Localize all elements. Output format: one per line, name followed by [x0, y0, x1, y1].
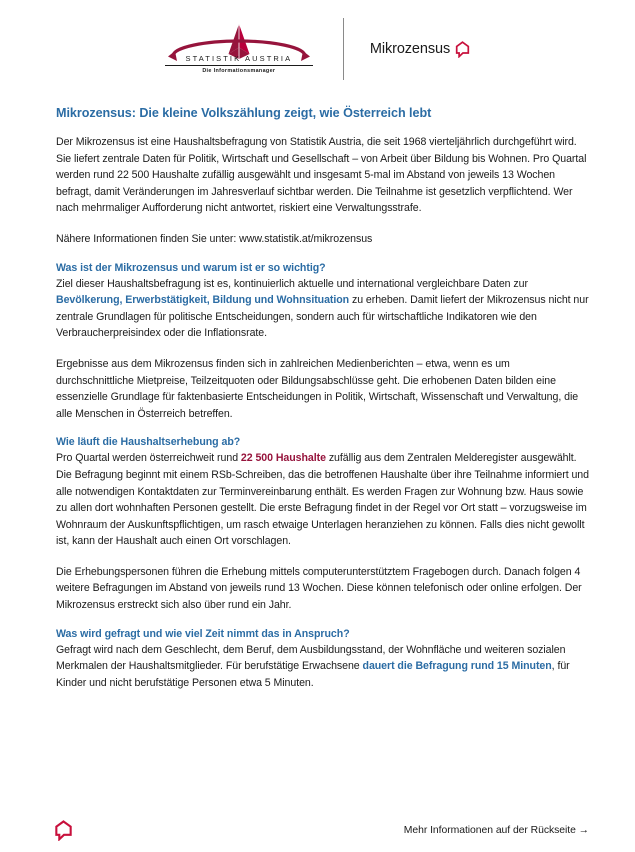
speech-bubble-house-icon: [455, 41, 470, 58]
section-was-wird-gefragt: [56, 628, 589, 692]
section-heading: Was ist der Mikrozensus und warum ist er so wichtig?: [56, 261, 326, 274]
statistik-austria-logo: [165, 23, 313, 76]
section-heading: Was wird gefragt und wie viel Zeit nimmt das in Anspruch?: [56, 627, 350, 640]
header-divider: [343, 18, 344, 80]
page-title: Mikrozensus: Die kleine Volkszählung zeigt, wie Österreich lebt: [56, 106, 432, 120]
header-inner: [165, 18, 470, 80]
more-info-link[interactable]: Mehr Informationen auf der Rückseite →: [403, 824, 589, 836]
section-paragraph: Ergebnisse aus dem Mikrozensus finden sich in zahlreichen Medienberichten – etwa, wenn es um durchschnittliche Mietpreise, Teilzeitquoten oder Bildungsabschlüsse geht. Die erhobenen Daten bilden eine essenzielle Grundlage für faktenbasierte Entscheidungen in Politik, Wirtschaft, Wissenschaft und Verwaltung, die alle Menschen in Österreich betreffen.: [56, 357, 579, 420]
highlight-topics: Bevölkerung, Erwerbstätigkeit, Bildung und Wohnsituation: [56, 294, 350, 307]
document-body: [0, 92, 635, 691]
section-paragraph: [56, 450, 589, 550]
text-run-post: zu erheben. Damit liefert der Mikrozensus nicht nur zentrale Grundlagen für politische Entscheidungen, sondern auch für wirtschaftliche Indikatoren wie den Verbraucherpreisindex oder die Inflationsrate.: [56, 294, 589, 340]
section-paragraph: [56, 642, 589, 692]
page-footer: [0, 808, 635, 852]
section-heading: Wie läuft die Haushaltserhebung ab?: [56, 436, 241, 449]
text-run-post: zufällig aus dem Zentralen Melderegister ausgewählt. Die Befragung beginnt mit einem RSb-Schreiben, das die betroffenen Haushalte über ihre Teilnahme informiert und alle notwendigen Kontaktdaten zur Terminvereinbarung enthält. Es werden Fragen zur Wohnung bzw. Haus sowie zu allen dort wohnhaften Personen gestellt. Die erste Befragung findet in der Regel vor Ort statt – vorzugsweise im Wohnraum der Auskunftspflichtigen, um rasch etwaige Unterlagen heranziehen zu können. Falls dies nicht gewollt ist, kann der Haushalt auch einen Ort vorschlagen.: [56, 452, 589, 548]
text-run-pre: Gefragt wird nach dem Geschlecht, dem Beruf, dem Ausbildungsstand, der Wohnfläche und weiteren sozialen Merkmalen der Haushaltsmitglieder. Für berufstätige Erwachsene: [56, 643, 566, 673]
highlight-household-count: 22 500 Haushalte: [240, 452, 326, 465]
section-was-ist-der-mikrozensus: [56, 262, 589, 423]
logo-tagline: Die Informationsmanager: [202, 67, 276, 74]
page-header: [0, 0, 635, 92]
brand-label: Mikrozensus: [369, 41, 451, 57]
text-run-pre: Ziel dieser Haushaltsbefragung ist es, kontinuierlich aktuelle und international vergleichbare Daten zur: [56, 277, 528, 290]
section-paragraph: [56, 276, 589, 342]
mikrozensus-brand: [370, 41, 470, 58]
speech-bubble-house-icon: [54, 820, 73, 841]
text-run-post: , für Kinder und nicht berufstätige Personen etwa 5 Minuten.: [56, 660, 570, 689]
section-wie-laeuft-die-haushaltserhebung-ab: [56, 436, 589, 613]
section-paragraph: Die Erhebungspersonen führen die Erhebung mittels computerunterstütztem Fragebogen durch. Danach folgen 4 weitere Befragungen im Abstand von jeweils rund 13 Wochen. Diese können telefonisch oder online erfolgen. Der Mikrozensus erstreckt sich also über rund ein Jahr.: [56, 565, 582, 612]
intro-paragraph-1: Der Mikrozensus ist eine Haushaltsbefragung von Statistik Austria, die seit 1968 vierteljährlich durchgeführt wird. Sie liefert zentrale Daten für Politik, Wirtschaft und Gesellschaft – von Arbeit über Bildung bis Wohnen. Pro Quartal werden rund 22 500 Haushalte zufällig ausgewählt und insgesamt 5-mal im Abstand von jeweils 13 Wochen befragt, damit Veränderungen im Jahresverlauf sichtbar werden. Die Teilnahme ist gesetzlich verpflichtend. Wer nach mehrmaliger Aufforderung nicht antwortet, riskiert eine Verwaltungsstrafe.: [56, 136, 587, 215]
logo-wordmark: STATISTIK AUSTRIA: [185, 53, 293, 63]
intro-paragraph-2: Nähere Informationen finden Sie unter: www.statistik.at/mikrozensus: [56, 232, 373, 245]
highlight-duration: dauert die Befragung rund 15 Minuten: [362, 660, 552, 673]
text-run-pre: Pro Quartal werden österreichweit rund: [56, 452, 241, 465]
